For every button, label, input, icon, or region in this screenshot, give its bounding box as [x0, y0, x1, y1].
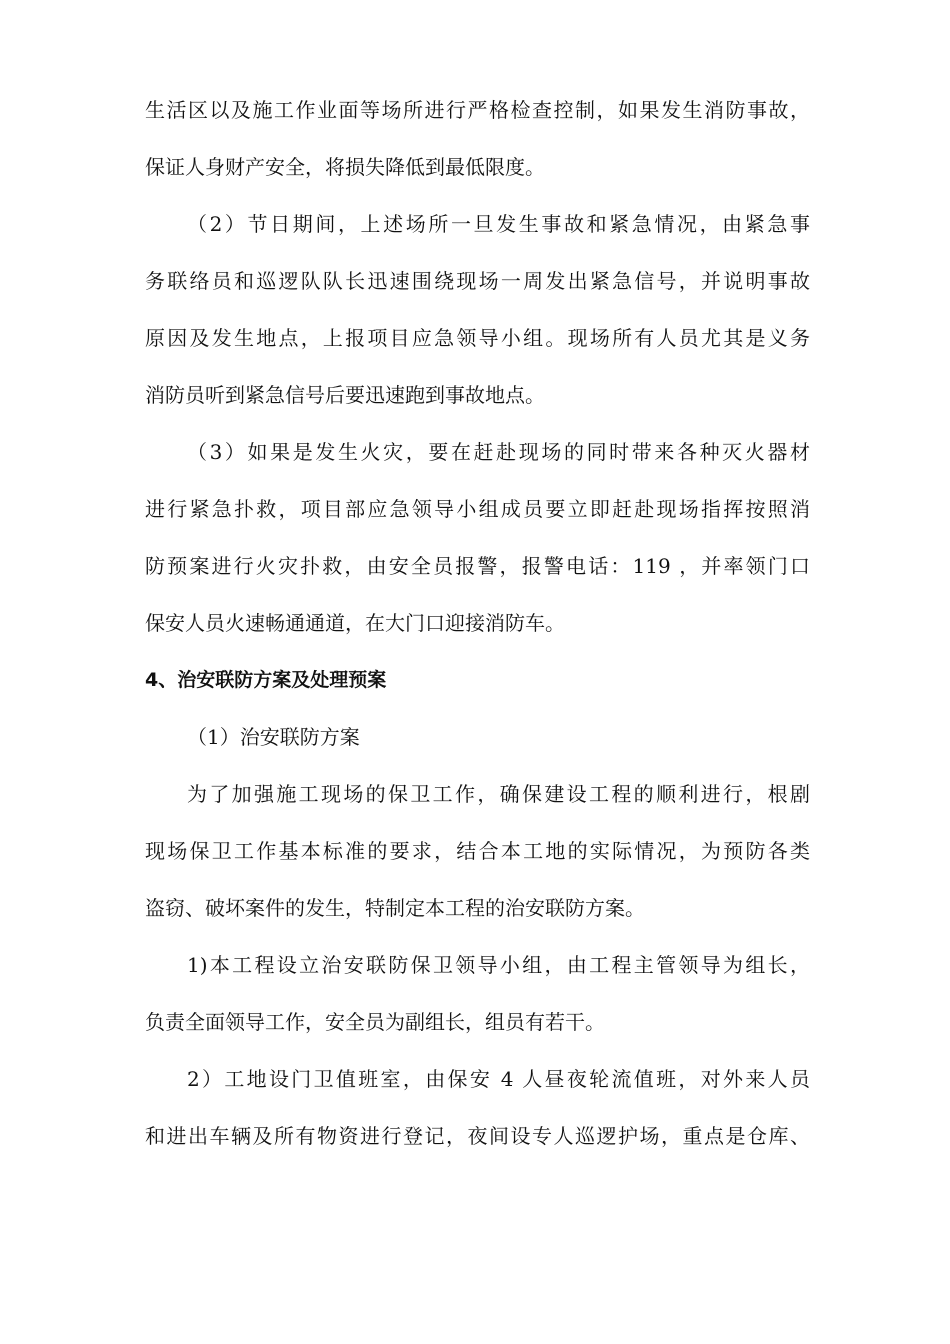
section-heading: 4、治安联防方案及处理预案 — [145, 669, 387, 691]
paragraph-line: 盗窃、破坏案件的发生，特制定本工程的治安联防方案。 — [145, 896, 645, 920]
paragraph-line: 务联络员和巡逻队队长迅速围绕现场一周发出紧急信号，并说明事故 — [145, 269, 810, 293]
paragraph-line: 原因及发生地点，上报项目应急领导小组。现场所有人员尤其是义务 — [145, 326, 810, 350]
subsection-heading: （1）治安联防方案 — [187, 725, 360, 749]
paragraph-line: 保安人员火速畅通通道，在大门口迎接消防车。 — [145, 611, 565, 635]
paragraph-line: 防预案进行火灾扑救，由安全员报警，报警电话：119 ，并率领门口 — [145, 554, 810, 578]
paragraph-line: 保证人身财产安全，将损失降低到最低限度。 — [145, 155, 545, 179]
paragraph-line: 1)本工程设立治安联防保卫领导小组，由工程主管领导为组长， — [187, 953, 810, 977]
paragraph-line: 为了加强施工现场的保卫工作，确保建设工程的顺利进行，根剧 — [187, 782, 810, 806]
paragraph-line: （3）如果是发生火灾，要在赶赴现场的同时带来各种灭火器材 — [187, 440, 810, 464]
paragraph-line: 负责全面领导工作，安全员为副组长，组员有若干。 — [145, 1010, 605, 1034]
paragraph-line: 现场保卫工作基本标准的要求，结合本工地的实际情况，为预防各类 — [145, 839, 810, 863]
paragraph-line: 进行紧急扑救，项目部应急领导小组成员要立即赶赴现场指挥按照消 — [145, 497, 810, 521]
paragraph-line: 消防员听到紧急信号后要迅速跑到事故地点。 — [145, 383, 545, 407]
paragraph-line: 2）工地设门卫值班室，由保安 4 人昼夜轮流值班，对外来人员 — [187, 1067, 810, 1091]
paragraph-line: 和进出车辆及所有物资进行登记，夜间设专人巡逻护场，重点是仓库、 — [145, 1124, 810, 1148]
paragraph-line: （2）节日期间，上述场所一旦发生事故和紧急情况，由紧急事 — [187, 212, 810, 236]
paragraph-line: 生活区以及施工作业面等场所进行严格检查控制，如果发生消防事故， — [145, 98, 810, 122]
